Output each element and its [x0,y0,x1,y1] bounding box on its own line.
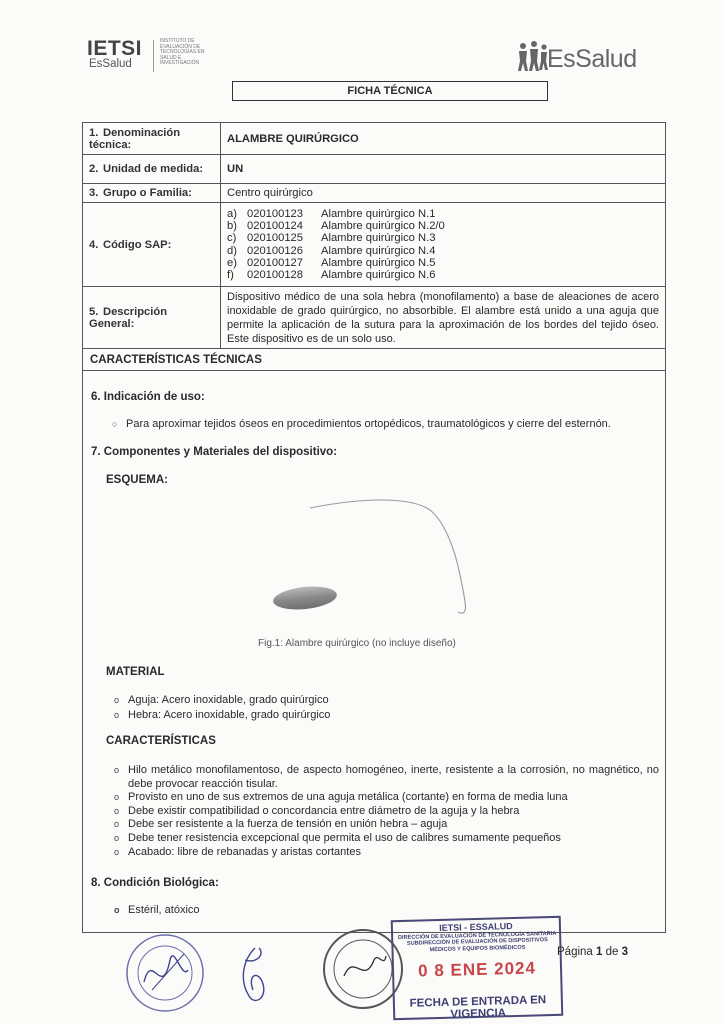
sap-label: 4. Código SAP: [83,203,221,287]
sap-codes [221,203,666,287]
table-row [83,184,666,203]
sap-code-item: f) 020100128 Alambre quirúrgico N.6 [227,268,436,281]
bullet-icon: o [114,905,120,915]
essalud-people-icon [516,41,550,73]
bullet-icon: o [114,832,120,843]
unidad-label: 2. Unidad de medida: [83,155,221,184]
table-row [83,203,666,287]
indicacion-heading: 6. Indicación de uso: [91,391,205,403]
logo-divider [153,40,154,72]
list-item: o Aguja: Acero inoxidable, grado quirúrgico [114,694,329,706]
unidad-value: UN [221,155,666,184]
material-list [114,693,330,723]
caracteristicas-tecnicas-heading: CARACTERÍSTICAS TÉCNICAS [90,354,262,366]
table-row [83,123,666,155]
handwritten-signature-2 [225,940,285,1010]
sap-code-item: c) 020100125 Alambre quirúrgico N.3 [227,232,436,245]
bullet-icon: o [114,695,120,705]
list-item: o Debe tener resistencia excepcional que permita el uso de calibres sumamente pequeños [114,831,561,844]
sap-code-item: b) 020100124 Alambre quirúrgico N.2/0 [227,220,445,233]
stamp-label: FECHA DE ENTRADA EN VIGENCIA [409,994,547,1021]
figure-caption: Fig.1: Alambre quirúrgico (no incluye diseño) [258,638,456,649]
bullet-icon: o [114,765,120,775]
material-heading: MATERIAL [106,666,165,678]
section-divider [82,370,666,371]
bullet-icon: o [114,710,120,720]
bullet-icon: ○ [112,419,118,429]
vigencia-stamp [391,916,564,1020]
list-item: o Hebra: Acero inoxidable, grado quirúrgico [114,709,331,721]
denominacion-value: ALAMBRE QUIRÚRGICO [221,123,666,155]
indicacion-item: ○ Para aproximar tejidos óseos en procedimientos ortopédicos, traumatológicos y cierre del esternón. [112,418,611,430]
bullet-icon: o [114,792,120,803]
grupo-label: 3. Grupo o Familia: [83,184,221,203]
esquema-heading: ESQUEMA: [106,474,168,486]
table-row [83,155,666,184]
condicion-item: o Estéril, atóxico [114,904,200,916]
list-item: o Acabado: libre de rebanadas y aristas cortantes [114,845,361,858]
denominacion-label: 1. Denominación técnica: [83,123,221,155]
descripcion-value: Dispositivo médico de una sola hebra (monofilamento) a base de aleaciones de acero inoxidable de grado quirúrgico, no absorbible. El alambre está unido a una aguja que permite la aplicación de la sutura para la aproximación de los bordes del tejido óseo. Este dispositivo es de un solo uso. [221,287,666,349]
condicion-heading: 8. Condición Biológica: [91,877,219,889]
list-item: o Hilo metálico monofilamentoso, de aspecto homogéneo, inerte, resistente a la corrosión, no magnético, no debe provocar reacción tisular. [114,764,659,790]
componentes-heading: 7. Componentes y Materiales del dispositivo: [91,446,338,458]
stamp-date: 0 8 ENE 2024 [417,958,537,981]
sap-code-item: e) 020100127 Alambre quirúrgico N.5 [227,256,436,269]
ietsi-logo-caption: INSTITUTO DE EVALUACIÓN DE TECNOLOGÍAS EN SALUD E INVESTIGACIÓN [160,38,205,67]
bullet-icon: o [114,846,120,857]
bullet-icon: o [114,819,120,830]
surgical-wire-illustration [270,490,500,620]
ietsi-logo-subtext: EsSalud [89,58,132,70]
stamp-org: IETSI - ESSALUD [439,921,513,933]
ietsi-logo-text: IETSI [87,37,143,60]
sap-code-item: a) 020100123 Alambre quirúrgico N.1 [227,207,436,220]
page-number: Página 1 de 3 [557,946,629,958]
list-item: o Debe ser resistente a la fuerza de tensión en unión hebra – aguja [114,818,448,831]
sap-code-item: d) 020100126 Alambre quirúrgico N.4 [227,244,436,257]
list-item: o Provisto en uno de sus extremos de una aguja metálica (cortante) en forma de media luna [114,791,568,804]
round-seal-signature-1 [122,930,208,1016]
caracteristicas-heading: CARACTERÍSTICAS [106,735,216,747]
descripcion-label: 5. Descripción General: [83,287,221,349]
grupo-value: Centro quirúrgico [221,184,666,203]
caracteristicas-list [114,764,659,859]
bullet-icon: o [114,805,120,816]
document-title: FICHA TÉCNICA [232,81,548,101]
table-row [83,287,666,349]
spec-table [82,122,666,349]
essalud-logo-text: EsSalud [547,45,637,73]
list-item: o Debe existir compatibilidad o concordancia entre diámetro de la aguja y la hebra [114,804,520,817]
stamp-department: DIRECCIÓN DE EVALUACIÓN DE TECNOLOGÍA SANITARIA SUBDIRECCIÓN DE EVALUACIÓN DE DISPOSITIVOS MÉDICOS Y EQUIPOS BIOMÉDICOS [397,930,557,954]
